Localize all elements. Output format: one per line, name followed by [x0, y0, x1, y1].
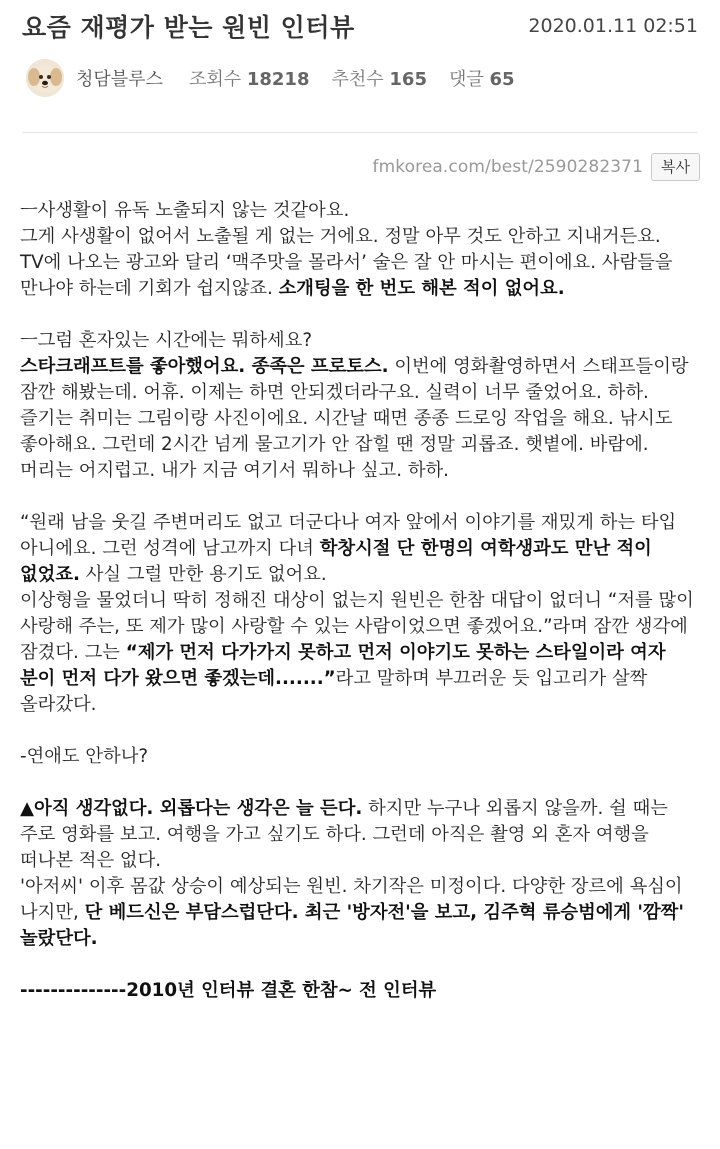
author-avatar[interactable]: [26, 59, 64, 97]
view-count: [189, 65, 310, 91]
para-4-text-1: 이상형을 물었더니 딱히 정해진 대상이 없는지 원빈은 한참 대답이 없더니 “저를 많이 사랑해 주는, 또 제가 많이 사랑할 수 있는 사람이었으면 좋겠어요.”라며 잠깐 생각에 잠겼다. 그는: [20, 590, 694, 663]
post-title: 요즘 재평가 받는 원빈 인터뷰: [22, 13, 355, 42]
post-url-row: [373, 152, 700, 182]
article-body: [20, 198, 700, 1030]
post-date: 2020.01.11 02:51: [528, 15, 698, 37]
recommend-count-value: 165: [389, 69, 427, 90]
paragraph-1: [20, 198, 700, 302]
author-name[interactable]: 청담블루스: [76, 69, 163, 90]
comment-count-label: 댓글: [448, 69, 484, 90]
paragraph-4: [20, 588, 700, 718]
view-count-value: 18218: [246, 69, 310, 90]
paragraph-6: [20, 796, 700, 874]
post-header: [0, 0, 720, 132]
header-divider: [22, 132, 698, 133]
answer-2-bold: 스타크래프트를 좋아했어요. 종족은 프로토스.: [20, 356, 389, 377]
quote-3-text-1: “원래 남을 웃길 주변머리도 없고 더군다나 여자 앞에서 이야기를 재밌게 하는 타입 아니에요. 그런 성격에 남고까지 다녀: [20, 512, 677, 559]
para-4-text-2: 라고 말하며 부끄러운 듯 입고리가 살짝 올라갔다.: [20, 668, 648, 715]
view-count-label: 조회수: [188, 69, 242, 90]
answer-1-bold: 소개팅을 한 번도 해본 적이 없어요.: [278, 278, 565, 299]
closing-note: --------------2010년 인터뷰 결혼 한참~ 전 인터뷰: [20, 980, 437, 1001]
paragraph-8: [20, 978, 700, 1004]
post-meta: [26, 58, 537, 98]
paragraph-3: [20, 510, 700, 588]
comment-count[interactable]: [449, 65, 515, 91]
quote-3-text-2: 사실 그럴 만한 용기도 없어요.: [79, 564, 327, 585]
answer-6-text: 하지만 누구나 외롭지 않을까. 쉴 때는 주로 영화를 보고. 여행을 가고 싶기도 하다. 그런데 아직은 촬영 외 혼자 여행을 떠나본 적은 없다.: [20, 798, 668, 871]
answer-6-bold: ▲아직 생각없다. 외롭다는 생각은 늘 든다.: [20, 798, 363, 819]
copy-url-button[interactable]: 복사: [651, 153, 700, 181]
question-5: -연애도 안하나?: [20, 746, 149, 767]
puppy-avatar-icon: [26, 59, 64, 97]
answer-1-text: 그게 사생활이 없어서 노출될 게 없는 거에요. 정말 아무 것도 안하고 지내거든요. TV에 나오는 광고와 달리 ‘맥주맛을 몰라서’ 술은 잘 안 마시는 편이에요. 사람들을 만나야 하는데 기회가 쉽지않죠.: [20, 226, 673, 299]
answer-2-text: 이번에 영화촬영하면서 스태프들이랑 잠깐 해봤는데. 어휴. 이제는 하면 안되겠더라구요. 실력이 너무 줄었어요. 하하. 즐기는 취미는 그림이랑 사진이에요. 시간날 때면 종종 드로잉 작업을 해요. 낚시도 좋아해요. 그런데 2시간 넘게 물고기가 안 잡힐 땐 정말 괴롭죠. 햇볕에. 바람에. 머리는 어지럽고. 내가 지금 여기서 뭐하나 싶고. 하하.: [20, 356, 689, 481]
recommend-count: [331, 65, 426, 91]
question-2: ㅡ그럼 혼자있는 시간에는 뭐하세요?: [20, 330, 313, 351]
question-1: ㅡ사생활이 유독 노출되지 않는 것같아요.: [20, 200, 350, 221]
quote-3-bold: 학창시절 단 한명의 여학생과도 만난 적이 없었죠.: [20, 538, 652, 585]
paragraph-5: [20, 744, 700, 770]
recommend-count-label: 추천수: [331, 69, 384, 90]
post-url[interactable]: fmkorea.com/best/2590282371: [372, 157, 644, 177]
para-7-bold: 단 베드신은 부담스럽단다. 최근 '방자전'을 보고, 김주혁 류승범에게 '깜짝' 놀랐단다.: [20, 902, 684, 949]
paragraph-2: [20, 328, 700, 484]
paragraph-7: [20, 874, 700, 952]
comment-count-value: 65: [489, 69, 515, 90]
para-7-text: '아저씨' 이후 몸값 상승이 예상되는 원빈. 차기작은 미정이다. 다양한 장르에 욕심이 나지만,: [20, 876, 683, 923]
para-4-bold: “제가 먼저 다가가지 못하고 먼저 이야기도 못하는 스타일이라 여자 분이 먼저 다가 왔으면 좋겠는데.......”: [20, 642, 666, 689]
